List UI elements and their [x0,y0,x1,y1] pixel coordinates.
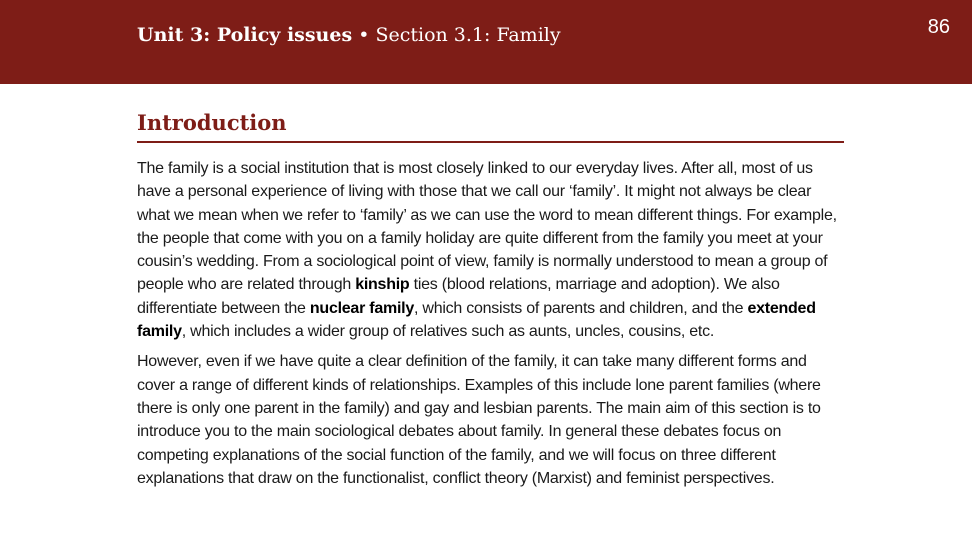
header-bar [0,0,972,84]
term-extended-family: extended family [137,299,816,341]
section-title: Section 3.1: Family [375,24,561,46]
unit-title: Unit 3: Policy issues [137,24,353,46]
paragraph-1-text-2: ties (blood relations, marriage and adoption). We also differentiate between the [137,276,780,317]
page-number: 86 [927,16,950,38]
term-nuclear-family: nuclear family [309,299,414,317]
paragraph-1-text-3: , which consists of parents and children, and the [414,299,748,317]
title-separator: • [352,24,376,46]
paragraph-1 [137,157,847,343]
header-title [137,21,561,49]
body-text [137,157,847,497]
section-heading: Introduction [137,110,287,135]
paragraph-1-text-4: , which includes a wider group of relatives such as aunts, uncles, cousins, etc. [181,323,715,341]
term-kinship: kinship [355,276,410,294]
paragraph-1-text-1: The family is a social institution that is most closely linked to our everyday lives. After all, most of us have a personal experience of living with those that we call our ‘family’. It might not always be clear what we mean when we refer to ‘family’ as we can use the word to mean different things. For example, the people that come with you on a family holiday are quite different from the family you meet at your cousin’s wedding. From a sociological point of view, family is normally understood to mean a group of people who are related through [137,160,837,294]
heading-divider [137,141,844,143]
paragraph-2: However, even if we have quite a clear definition of the family, it can take many different forms and cover a range of different kinds of relationships. Examples of this include lone parent families (where there is only one parent in the family) and gay and lesbian parents. The main aim of this section is to introduce you to the main sociological debates about family. In general these debates focus on competing explanations of the social function of the family, and we will focus on three different explanations that draw on the functionalist, conflict theory (Marxist) and feminist perspectives. [137,353,821,487]
